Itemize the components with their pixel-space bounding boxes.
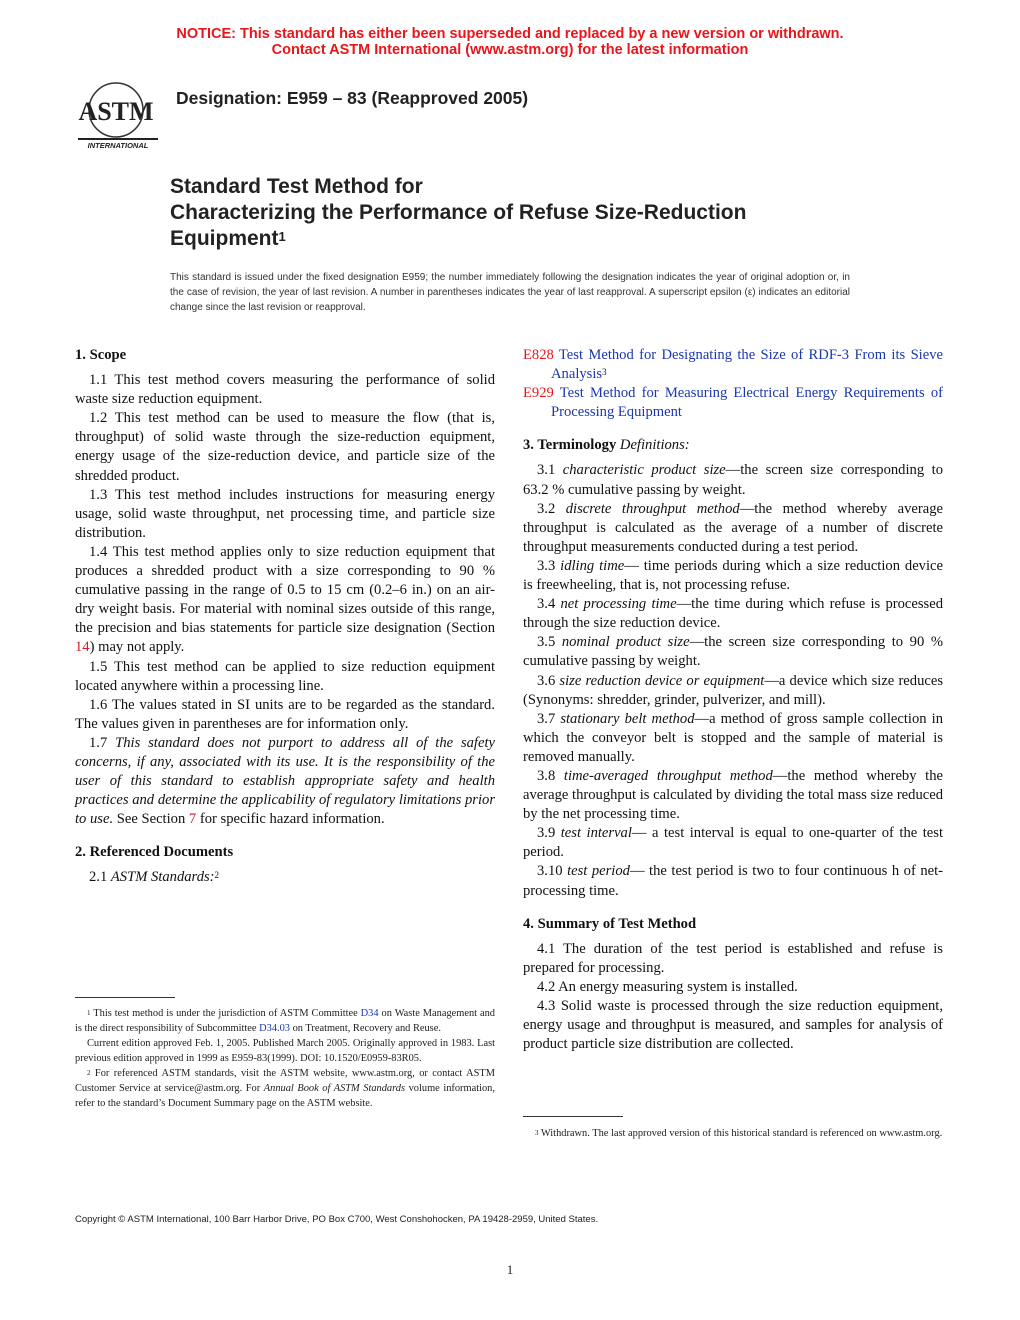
term-3-10-num: 3.10 xyxy=(537,863,568,880)
reference-e828-code[interactable]: E828 xyxy=(523,347,554,363)
terminology-subheading: Definitions: xyxy=(619,437,690,454)
term-3-7-term: stationary belt method xyxy=(560,710,695,727)
term-3-3-num: 3.3 xyxy=(537,557,561,574)
term-3-1-def: —the screen size corresponding to 63.2 % cumulative passing by weight. xyxy=(523,462,944,498)
term-3-3-def: — time periods during which a size reduction device is freewheeling, that is, not processing refuse. xyxy=(523,557,943,594)
terminology-heading xyxy=(523,436,943,455)
notice-line-2: Contact ASTM International (www.astm.org) for the latest information xyxy=(271,42,749,58)
scope-1-7 xyxy=(75,734,495,829)
referenced-heading: 2. Referenced Documents xyxy=(75,844,234,861)
term-3-9-num: 3.9 xyxy=(537,825,561,842)
scope-1-7-num: 1.7 xyxy=(89,734,116,751)
footnote-2-text-a: For referenced ASTM standards, visit the ASTM website, www.astm.org, or contact ASTM Customer Service at service@astm.org. For xyxy=(75,1068,495,1094)
footnote-1-mark: 1 xyxy=(87,1009,91,1017)
scope-1-5: 1.5 This test method can be applied to size reduction equipment located anywhere within a processing line. xyxy=(75,658,495,694)
scope-1-7-text-b: See Section xyxy=(113,811,189,828)
term-3-3 xyxy=(523,557,943,595)
referenced-2-1-mark: 2 xyxy=(214,870,220,881)
left-column xyxy=(75,346,495,888)
title-line-3-text: Equipment xyxy=(170,227,279,250)
term-3-8-def: —the method whereby the average throughput is calculated by dividing the total mass size reduced by the net processing time. xyxy=(523,767,944,823)
term-3-3-term: idling time xyxy=(560,557,625,574)
term-3-5-num: 3.5 xyxy=(537,634,562,651)
scope-1-4-text-b: ) may not apply. xyxy=(89,639,185,656)
scope-1-6: 1.6 The values stated in SI units are to be regarded as the standard. The values given in parentheses are for information only. xyxy=(75,696,495,732)
reference-e828[interactable] xyxy=(523,346,943,384)
term-3-5-def: —the screen size corresponding to 90 % cumulative passing by weight. xyxy=(523,634,944,670)
term-3-4-num: 3.4 xyxy=(537,596,561,613)
term-3-7-def: —a method of gross sample collection in which the conveyor belt is stopped and the sample of material is removed manually. xyxy=(523,710,944,765)
scope-heading: 1. Scope xyxy=(75,347,127,363)
footnote-2 xyxy=(75,1066,495,1111)
scope-1-7-text-c: for specific hazard information. xyxy=(196,811,385,828)
term-3-8-term: time-averaged throughput method xyxy=(563,767,773,784)
terminology-heading-text: 3. Terminology xyxy=(523,437,617,454)
reference-e929-title[interactable]: Test Method for Measuring Electrical Energy Requirements of Processing Equipment xyxy=(551,385,943,421)
astm-logo xyxy=(76,78,160,150)
term-3-1 xyxy=(523,461,943,499)
footnote-1-text-c: on Treatment, Recovery and Reuse. xyxy=(290,1023,441,1034)
footnote-3-mark: 3 xyxy=(535,1129,539,1137)
term-3-4 xyxy=(523,595,943,633)
title-footnote-mark: 1 xyxy=(278,229,286,244)
footnote-3 xyxy=(523,1126,943,1141)
term-3-7 xyxy=(523,710,943,767)
term-3-7-num: 3.7 xyxy=(537,710,561,727)
term-3-2 xyxy=(523,500,943,557)
term-3-10 xyxy=(523,862,943,900)
reference-e929[interactable] xyxy=(523,384,943,422)
designation: Designation: E959 – 83 (Reapproved 2005) xyxy=(176,88,529,108)
copyright: Copyright © ASTM International, 100 Barr Harbor Drive, PO Box C700, West Conshohocken, PA 19428-2959, United States. xyxy=(75,1214,599,1225)
scope-1-4-text-a: 1.4 This test method applies only to size reduction equipment that produces a shredded product with a size corresponding to 90 % cumulative passing in the range of 0.5 to 15 cm (0.2–6 in.) on an air-dry weight basis. For material with nominal sizes outside of this range, the precision and bias statements for particle size designation (Section xyxy=(75,543,495,637)
term-3-5-term: nominal product size xyxy=(561,634,690,651)
document-title xyxy=(170,174,870,252)
term-3-2-term: discrete throughput method xyxy=(565,500,740,517)
term-3-2-num: 3.2 xyxy=(537,500,566,517)
reference-e828-mark: 3 xyxy=(602,367,607,378)
referenced-2-1-num: 2.1 xyxy=(89,869,111,886)
section-7-link[interactable]: 7 xyxy=(188,811,197,828)
footnote-1 xyxy=(75,1006,495,1036)
term-3-6 xyxy=(523,672,943,710)
referenced-2-1-italic: ASTM Standards: xyxy=(110,869,215,886)
d34-03-link[interactable]: D34.03 xyxy=(259,1023,291,1034)
footnotes-left xyxy=(75,1006,495,1111)
term-3-6-def: —a device which size reduces (Synonyms: shredder, grinder, pulverizer, and mill). xyxy=(523,672,944,708)
reference-e929-code[interactable]: E929 xyxy=(523,385,554,402)
section-14-link[interactable]: 14 xyxy=(75,639,90,656)
term-3-8 xyxy=(523,767,943,824)
footnote-right xyxy=(523,1126,943,1141)
footnote-2-text-b: volume information, refer to the standard’s Document Summary page on the ASTM website. xyxy=(75,1083,495,1109)
term-3-6-num: 3.6 xyxy=(537,672,560,689)
issued-note: This standard is issued under the fixed designation E959; the number immediately following the designation indicates the year of original adoption or, in the case of revision, the year of last revision. A number in parentheses indicates the year of last reapproval. A superscript epsilon (ε) indicates an editorial change since the last revision or reapproval. xyxy=(170,272,850,313)
logo-text: ASTM xyxy=(78,97,154,126)
footnote-1-text-a: This test method is under the jurisdiction of ASTM Committee xyxy=(90,1008,361,1019)
term-3-9-term: test interval xyxy=(560,825,632,842)
footnote-2-mark: 2 xyxy=(87,1069,91,1077)
reference-e828-title[interactable]: Test Method for Designating the Size of RDF-3 From its Sieve Analysis xyxy=(551,347,943,383)
logo-subtitle: INTERNATIONAL xyxy=(87,141,149,150)
footnote-rule-left xyxy=(75,997,175,998)
scope-1-7-italic: This standard does not purport to address all of the safety concerns, if any, associated with its use. It is the responsibility of the user of this standard to establish appropriate safety and health practices and determine the applicability of regulatory limitations prior to use. xyxy=(75,734,495,828)
term-3-1-num: 3.1 xyxy=(537,462,563,479)
summary-4-1: 4.1 The duration of the test period is established and refuse is prepared for processing. xyxy=(523,940,943,976)
title-line-1: Standard Test Method for xyxy=(170,175,423,198)
title-line-3 xyxy=(170,226,870,252)
footnote-3-text: Withdrawn. The last approved version of this historical standard is referenced on www.astm.org. xyxy=(538,1128,943,1139)
term-3-8-num: 3.8 xyxy=(537,767,564,784)
term-3-1-term: characteristic product size xyxy=(562,462,726,479)
notice-line-1: NOTICE: This standard has either been superseded and replaced by a new version or withdrawn. xyxy=(176,26,844,42)
title-line-2: Characterizing the Performance of Refuse Size-Reduction xyxy=(170,201,747,224)
summary-4-2: 4.2 An energy measuring system is installed. xyxy=(537,978,798,995)
footnote-2-italic: Annual Book of ASTM Standards xyxy=(263,1083,406,1094)
term-3-6-term: size reduction device or equipment xyxy=(559,672,765,689)
footnote-1-text-b: on Waste Management and is the direct responsibility of Subcommittee xyxy=(75,1008,495,1034)
scope-1-3: 1.3 This test method includes instructions for measuring energy usage, solid waste throughput, net processing time, and particle size distribution. xyxy=(75,486,495,541)
term-3-10-def: — the test period is two to four continuous h of net-processing time. xyxy=(523,863,944,899)
term-3-10-term: test period xyxy=(567,863,630,880)
d34-link[interactable]: D34 xyxy=(360,1008,379,1019)
summary-heading: 4. Summary of Test Method xyxy=(523,915,697,932)
right-column xyxy=(523,346,943,1054)
term-3-9 xyxy=(523,824,943,862)
footnote-1-edition: Current edition approved Feb. 1, 2005. Published March 2005. Originally approved in 1983. Last previous edition approved in 1999 as E959-83(1999). DOI: 10.1520/E0959-83R05. xyxy=(75,1038,495,1064)
term-3-2-def: —the method whereby average throughput is calculated as the average of a number of discrete throughput measurements conducted during a test period. xyxy=(523,500,944,555)
summary-4-3: 4.3 Solid waste is processed through the size reduction equipment, energy usage and throughput is measured, and samples for analysis of product particle size distribution are collected. xyxy=(523,998,943,1053)
term-3-5 xyxy=(523,633,943,671)
footnote-rule-right xyxy=(523,1116,623,1117)
term-3-9-def: — a test interval is equal to one-quarter of the test period. xyxy=(523,825,944,861)
scope-1-4 xyxy=(75,543,495,658)
referenced-2-1 xyxy=(75,868,495,887)
page-number: 1 xyxy=(506,1262,514,1277)
term-3-4-def: —the time during which refuse is processed through the size reduction device. xyxy=(523,596,943,632)
withdrawn-notice xyxy=(0,26,1020,58)
scope-1-1: 1.1 This test method covers measuring the performance of solid waste size reduction equipment. xyxy=(75,372,495,408)
scope-1-2: 1.2 This test method can be used to measure the flow (that is, throughput) of solid waste through the size-reduction equipment, energy usage of the size-reduction device, and particle size of the shredded product. xyxy=(75,410,495,484)
term-3-4-term: net processing time xyxy=(560,596,677,613)
